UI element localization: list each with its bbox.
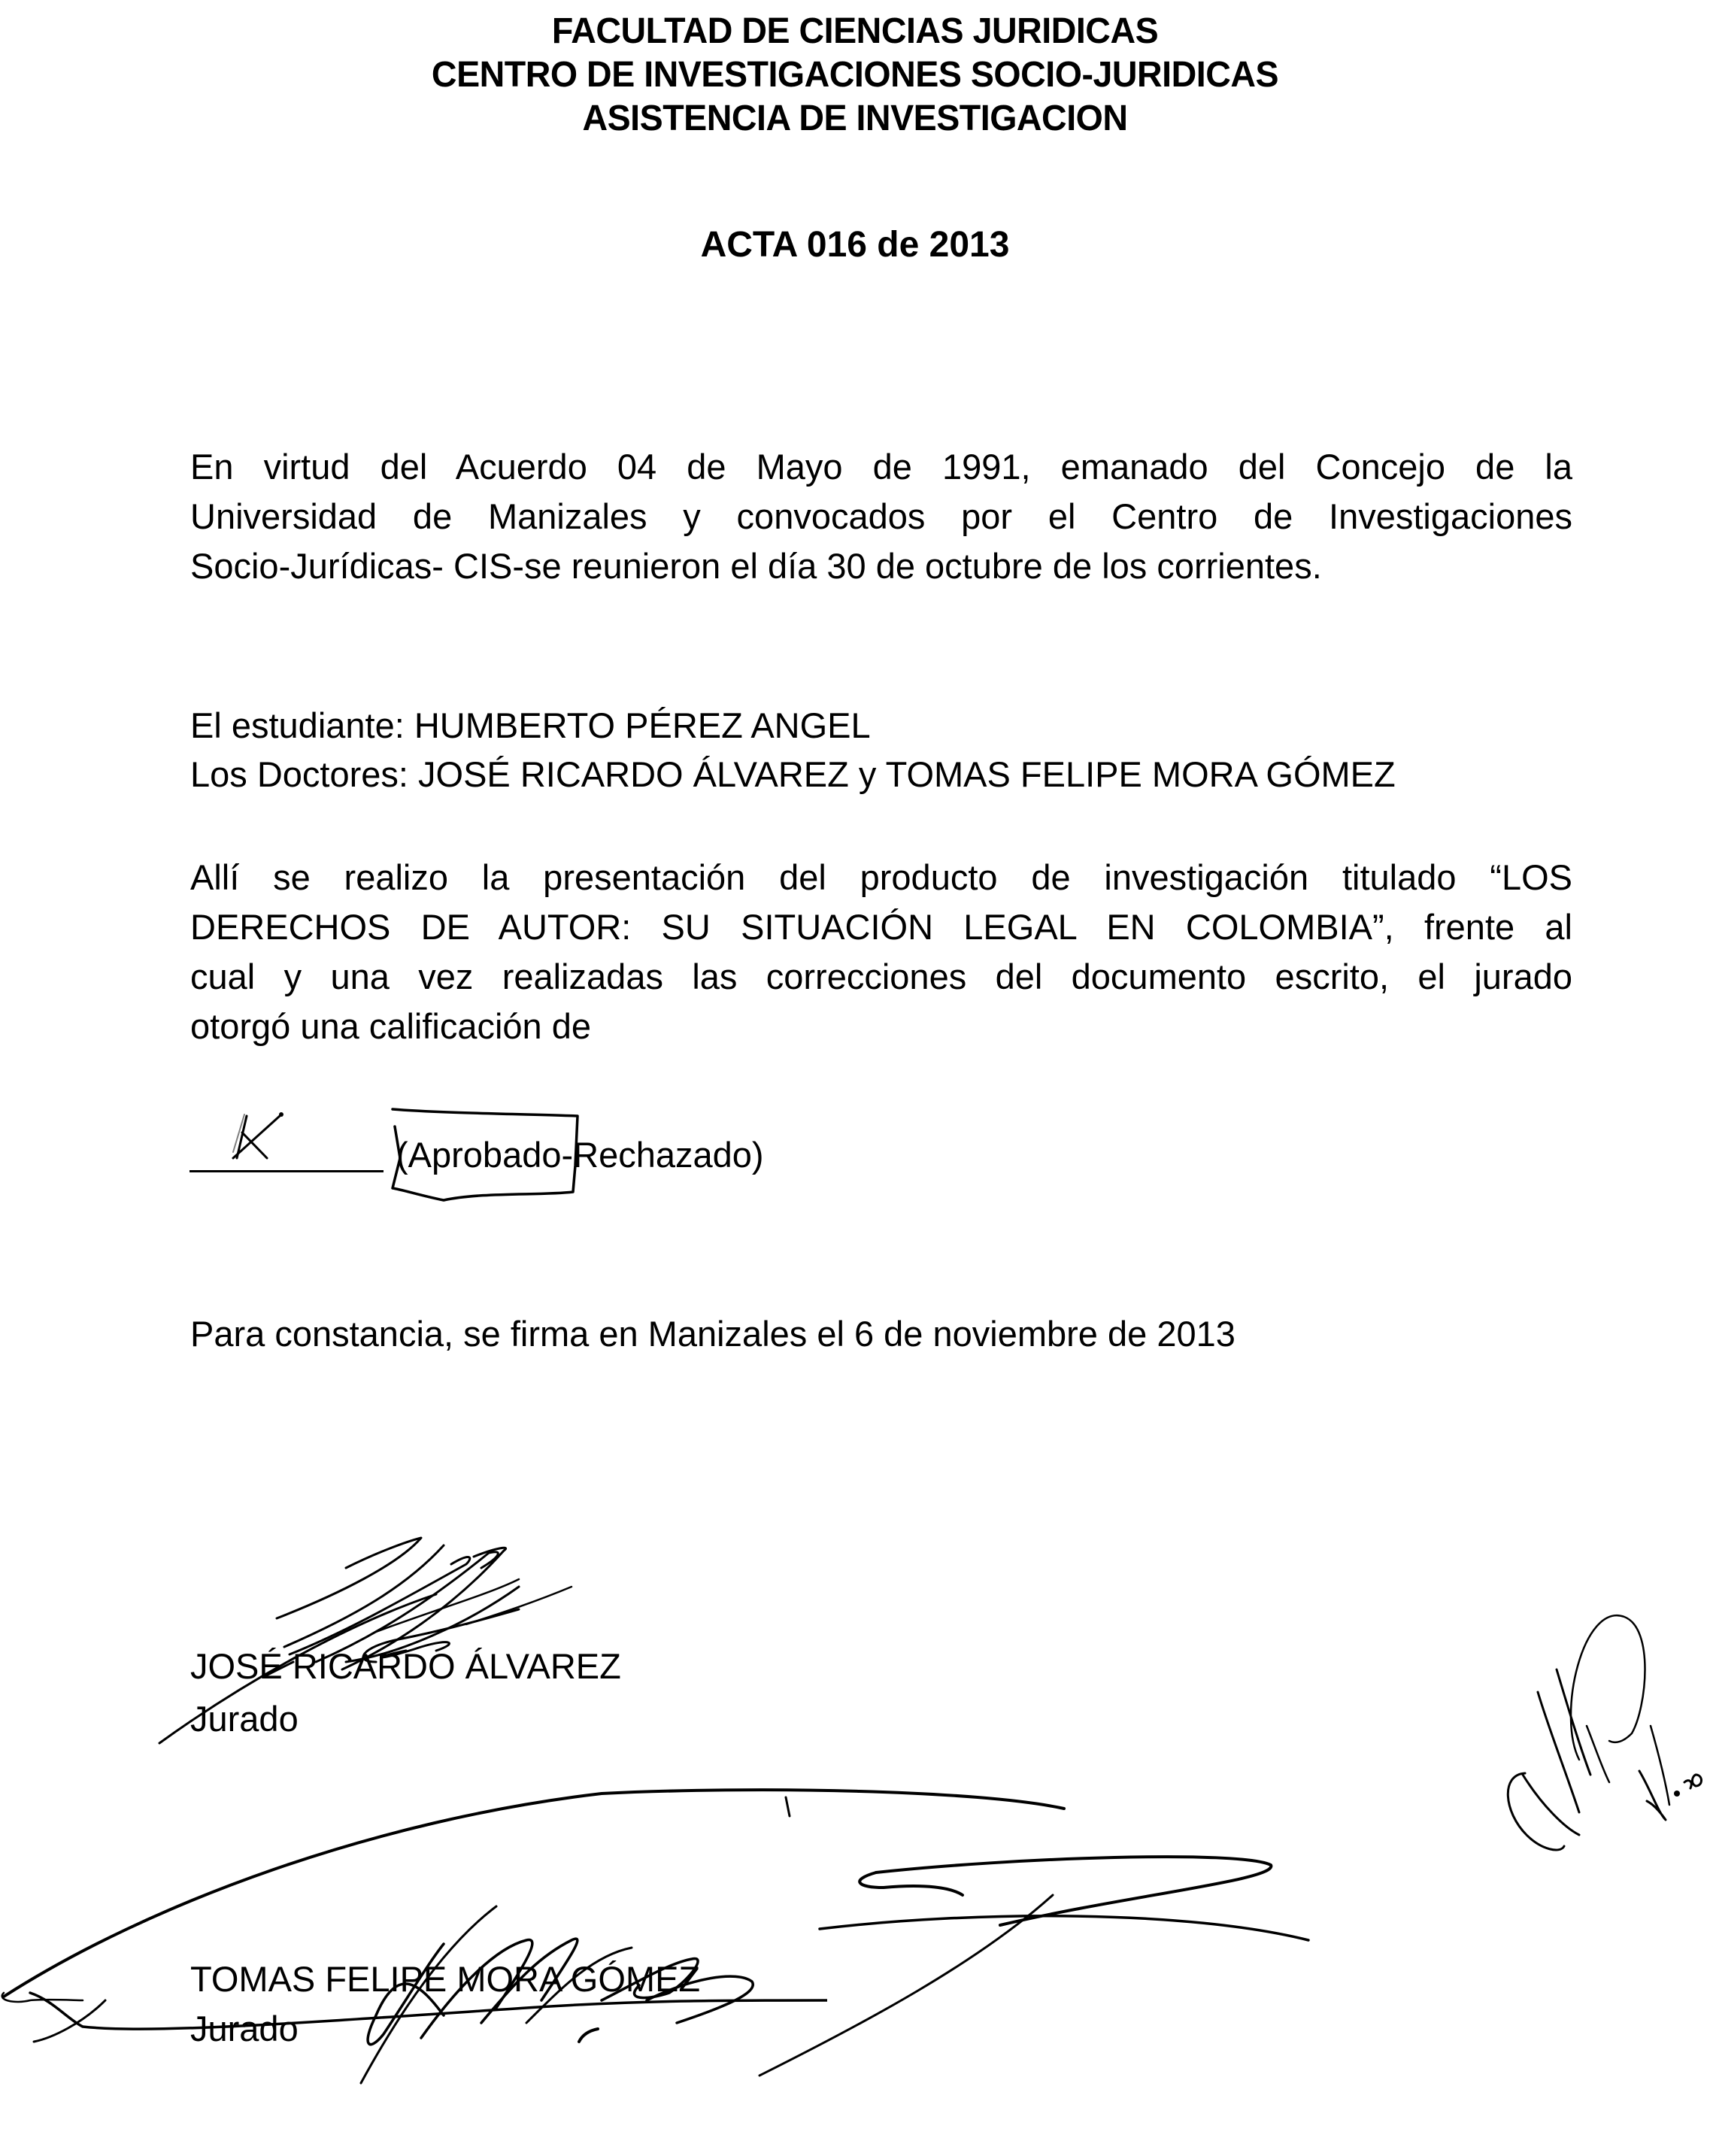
signatory-1-name: JOSÉ RICARDO ÁLVAREZ — [190, 1646, 621, 1686]
header-research-center: CENTRO DE INVESTIGACIONES SOCIO-JURIDICAS — [431, 55, 1279, 95]
intro-paragraph — [190, 442, 1572, 591]
handwritten-x-mark — [226, 1105, 316, 1173]
closing-statement: Para constancia, se firma en Manizales el 6 de noviembre de 2013 — [190, 1314, 1236, 1354]
intro-line: En virtud del Acuerdo 04 de Mayo de 1991, emanado del Concejo de la — [190, 447, 1572, 487]
doctors-line: Los Doctores: JOSÉ RICARDO ÁLVAREZ y TOMAS FELIPE MORA GÓMEZ — [190, 754, 1396, 794]
presentation-paragraph — [190, 853, 1572, 1051]
grade-blank-line — [189, 1170, 384, 1172]
intro-line: Socio-Jurídicas- CIS-se reunieron el día 30 de octubre de los corrientes. — [190, 546, 1322, 586]
student-line: El estudiante: HUMBERTO PÉREZ ANGEL — [190, 705, 871, 745]
signatory-2-name: TOMAS FELIPE MORA GÓMEZ — [190, 1959, 701, 1999]
document-title: ACTA 016 de 2013 — [700, 225, 1010, 265]
presentation-line: cual y una vez realizadas las correcciones del documento escrito, el jurado — [190, 957, 1572, 996]
signatory-2-role: Jurado — [190, 2009, 299, 2048]
signatory-1-role: Jurado — [190, 1699, 299, 1739]
signature-vobo-margin — [1496, 1594, 1707, 1880]
header-faculty: FACULTAD DE CIENCIAS JURIDICAS — [551, 11, 1159, 51]
intro-line: Universidad de Manizales y convocados por el Centro de Investigaciones — [190, 496, 1572, 536]
header-department: ASISTENCIA DE INVESTIGACION — [582, 99, 1128, 138]
presentation-line: DERECHOS DE AUTOR: SU SITUACIÓN LEGAL EN COLOMBIA”, frente al — [190, 907, 1572, 947]
presentation-line: otorgó una calificación de — [190, 1006, 592, 1046]
grade-options: (Aprobado-Rechazado) — [396, 1135, 764, 1175]
presentation-line: Allí se realizo la presentación del producto de investigación titulado “LOS — [190, 857, 1572, 897]
